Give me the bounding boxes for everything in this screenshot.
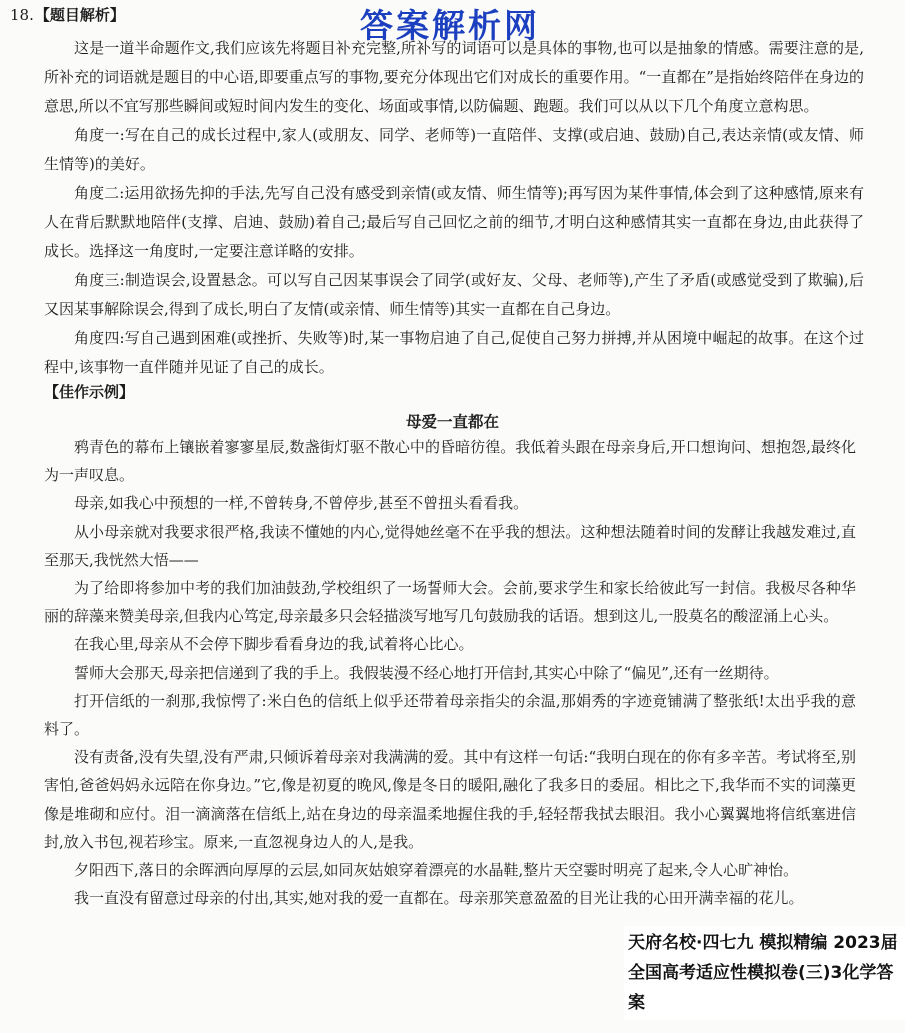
essay-paragraph: 为了给即将参加中考的我们加油鼓劲,学校组织了一场誓师大会。会前,要求学生和家长给彼此写一封信。我极尽各种华丽的辞藻来赞美母亲,但我内心笃定,母亲最多只会轻描淡写地写几句鼓励我的话语。想到这儿,一股莫名的酸涩涌上心头。: [44, 579, 856, 626]
question-number: 18.: [10, 6, 34, 24]
analysis-paragraph: 角度二:运用欲扬先抑的手法,先写自己没有感受到亲情(或友情、师生情等);再写因为某件事情,体会到了这种感情,原来有人在背后默默地陪伴(支撑、启迪、鼓励)着自己;最后写自己回忆之前的细节,才明白这种感情其实一直都在身边,由此获得了成长。选择这一角度时,一定要注意详略的安排。: [44, 184, 864, 260]
analysis-paragraph: 角度一:写在自己的成长过程中,家人(或朋友、同学、老师等)一直陪伴、支撑(或启迪、鼓励)自己,表达亲情(或友情、师生情等)的美好。: [44, 126, 864, 173]
section-heading-analysis: [10, 4, 125, 25]
essay-paragraph: 我一直没有留意过母亲的付出,其实,她对我的爱一直都在。母亲那笑意盈盈的目光让我的心田开满幸福的花儿。: [74, 889, 804, 908]
essay-paragraph: 誓师大会那天,母亲把信递到了我的手上。我假装漫不经心地打开信封,其实心中除了“偏见”,还有一丝期待。: [74, 663, 779, 682]
site-watermark: 答案解析网: [360, 6, 540, 45]
essay-title: 母爱一直都在: [405, 412, 499, 431]
essay-paragraph: 在我心里,母亲从不会停下脚步看看身边的我,试着将心比心。: [74, 635, 474, 654]
essay-body: [44, 433, 856, 912]
essay-paragraph: 没有责备,没有失望,没有严肃,只倾诉着母亲对我满满的爱。其中有这样一句话:“我明白现在的你有多辛苦。考试将至,别害怕,爸爸妈妈永远陪在你身边。”它,像是初夏的晚风,像是冬日的暖阳,融化了我多日的委屈。相比之下,我华而不实的词藻更像是堆砌和应付。泪一滴滴落在信纸上,站在身边的母亲温柔地握住我的手,轻轻帮我拭去眼泪。我小心翼翼地将信纸塞进信封,放入书包,视若珍宝。原来,一直忽视身边人的人,是我。: [44, 748, 856, 851]
essay-paragraph: 鸦青色的幕布上镶嵌着寥寥星辰,数盏街灯驱不散心中的昏暗彷徨。我低着头跟在母亲身后,开口想询问、想抱怨,最终化为一声叹息。: [44, 438, 856, 485]
essay-paragraph: 打开信纸的一刹那,我惊愕了:米白色的信纸上似乎还带着母亲指尖的余温,那娟秀的字迹竟铺满了整张纸!太出乎我的意料了。: [44, 691, 856, 739]
essay-paragraph: 从小母亲就对我要求很严格,我读不懂她的内心,觉得她丝毫不在乎我的想法。这种想法随着时间的发酵让我越发难过,直至那天,我恍然大悟——: [44, 522, 856, 569]
essay-paragraph: 夕阳西下,落日的余晖洒向厚厚的云层,如同灰姑娘穿着漂亮的水晶鞋,整片天空霎时明亮了起来,令人心旷神怡。: [74, 861, 799, 880]
section-heading-example: 【佳作示例】: [44, 383, 135, 401]
essay-paragraph: 母亲,如我心中预想的一样,不曾转身,不曾停步,甚至不曾扭头看看我。: [74, 494, 529, 513]
analysis-paragraph: 角度四:写自己遇到困难(或挫折、失败等)时,某一事物启迪了自己,促使自己努力拼搏,并从困境中崛起的故事。在这个过程中,该事物一直伴随并见证了自己的成长。: [44, 329, 864, 376]
analysis-paragraph: 这是一道半命题作文,我们应该先将题目补充完整,所补写的词语可以是具体的事物,也可以是抽象的情感。需要注意的是,所补充的词语就是题目的中心语,即要重点写的事物,要充分体现出它们对成长的重要作用。“一直都在”是指始终陪伴在身边的意思,所以不宜写那些瞬间或短时间内发生的变化、场面或事情,以防偏题、跑题。我们可以从以下几个角度立意构思。: [44, 39, 864, 115]
analysis-paragraph: 角度三:制造误会,设置悬念。可以写自己因某事误会了同学(或好友、父母、老师等),产生了矛盾(或感觉受到了欺骗),后又因某事解除误会,得到了成长,明白了友情(或亲情、师生情等)其实一直都在自己身边。: [44, 271, 864, 318]
exam-caption-overlay: 天府名校·四七九 模拟精编 2023届全国高考适应性模拟卷(三)3化学答案: [624, 926, 905, 1020]
analysis-body: [44, 34, 864, 382]
analysis-label: 【题目解析】: [34, 6, 125, 24]
